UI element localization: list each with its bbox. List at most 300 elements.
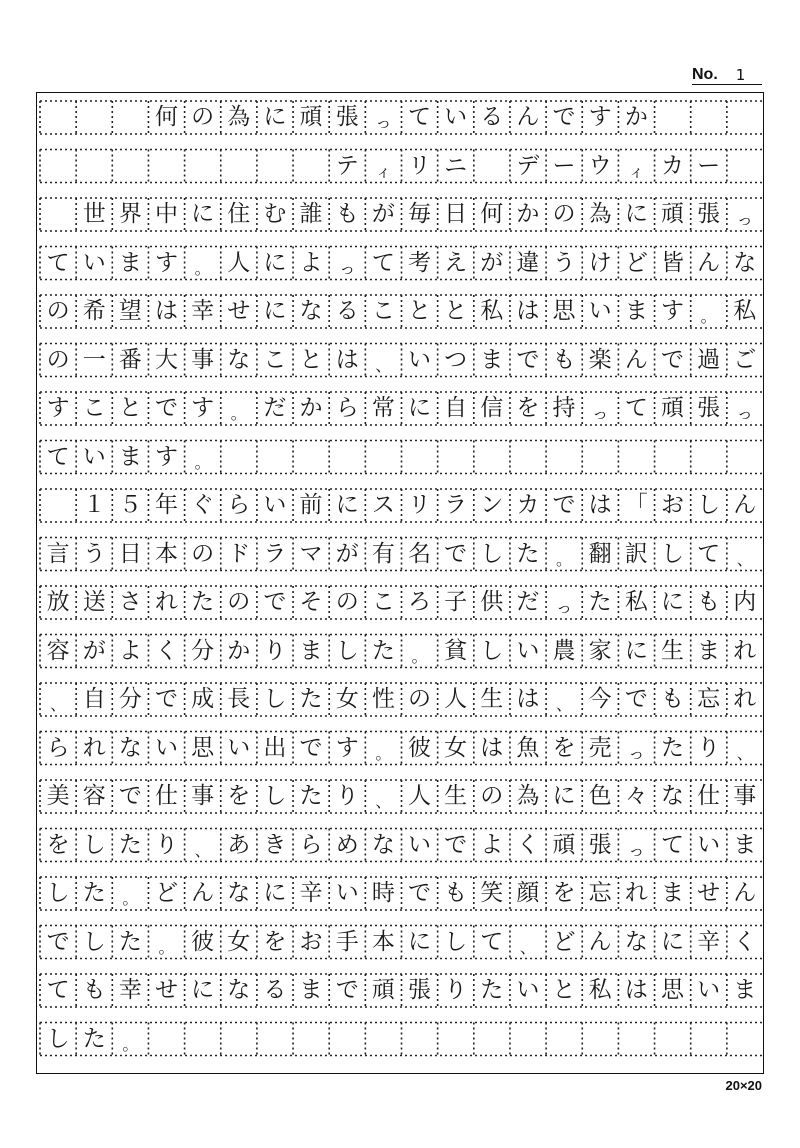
- grid-cell: 張: [407, 977, 431, 1003]
- grid-cell: デ: [516, 152, 540, 179]
- grid-cell: も: [82, 977, 106, 1003]
- grid-cell: て: [660, 831, 684, 858]
- grid-cell: 頑: [660, 201, 684, 227]
- grid-cell: い: [263, 492, 287, 518]
- grid-cell: の: [480, 783, 504, 809]
- manuscript-line: [40, 247, 763, 280]
- grid-cell: て: [46, 977, 70, 1003]
- page-number: [692, 62, 762, 85]
- grid-cell: ス: [371, 492, 395, 518]
- grid-cell: ま: [660, 880, 684, 906]
- grid-cell: た: [516, 540, 540, 567]
- grid-cell: 常: [371, 395, 395, 421]
- grid-cell: 望: [118, 298, 142, 324]
- grid-cell: 。: [122, 1034, 139, 1054]
- grid-cell: ど: [154, 880, 178, 906]
- grid-cell: な: [227, 346, 251, 373]
- grid-cell: ん: [191, 880, 215, 906]
- grid-cell: 。: [194, 258, 211, 278]
- grid-cell: り: [263, 637, 287, 664]
- grid-cell: １: [82, 492, 106, 518]
- grid-cell: 彼: [407, 734, 431, 761]
- grid-cell: に: [660, 928, 684, 955]
- grid-cell: 本: [154, 540, 178, 567]
- grid-cell: た: [118, 928, 142, 955]
- grid-cell: 容: [82, 783, 106, 809]
- grid-cell: つ: [444, 346, 468, 373]
- grid-cell: ま: [480, 346, 504, 373]
- grid-cell: 。: [411, 646, 428, 666]
- grid-cell: い: [335, 880, 359, 906]
- grid-cell: 名: [407, 540, 431, 567]
- grid-cell: あ: [227, 831, 251, 858]
- grid-cell: 誰: [299, 201, 323, 227]
- grid-cell: う: [82, 540, 106, 567]
- grid-cell: く: [154, 637, 178, 664]
- grid-cell: の: [191, 104, 215, 130]
- grid-cell: 頑: [552, 831, 576, 858]
- grid-cell: は: [335, 346, 359, 373]
- grid-cell: 長: [227, 686, 251, 712]
- grid-cell: に: [263, 880, 287, 906]
- grid-cell: な: [660, 783, 684, 809]
- grid-cell: れ: [154, 589, 178, 615]
- grid-cell: す: [335, 734, 359, 761]
- grid-cell: 美: [46, 783, 70, 809]
- grid-cell: の: [46, 298, 70, 324]
- grid-cell: [474, 150, 510, 183]
- grid-cell: ま: [733, 977, 757, 1003]
- grid-cell: で: [299, 734, 323, 761]
- grid-cell: 言: [46, 540, 70, 567]
- grid-cell: ー: [552, 152, 576, 179]
- grid-cell: 人: [444, 686, 468, 712]
- grid-cell: た: [82, 880, 106, 906]
- grid-cell: る: [335, 298, 359, 324]
- grid-cell: っ: [375, 113, 392, 132]
- grid-cell: に: [624, 201, 648, 227]
- grid-cell: も: [552, 346, 576, 373]
- grid-cell: 、: [194, 840, 211, 860]
- grid-cell: れ: [733, 686, 757, 712]
- grid-cell: 界: [118, 201, 142, 227]
- grid-cell: で: [118, 783, 142, 809]
- grid-cell: と: [407, 298, 431, 324]
- grid-cell: に: [263, 298, 287, 324]
- grid-cell: が: [371, 201, 395, 227]
- grid-cell: む: [263, 201, 287, 227]
- grid-cell: カ: [516, 492, 540, 518]
- grid-cell: を: [552, 734, 576, 761]
- grid-cell: し: [263, 686, 287, 712]
- grid-cell: 、: [519, 937, 536, 957]
- grid-cell: は: [516, 298, 540, 324]
- grid-cell: ん: [588, 928, 612, 955]
- grid-cell: 中: [154, 201, 178, 227]
- grid-cell: マ: [299, 540, 323, 567]
- grid-cell: し: [335, 637, 359, 664]
- grid-cell: て: [697, 540, 721, 567]
- grid-cell: ィ: [628, 161, 645, 181]
- grid-cell: ド: [227, 540, 251, 567]
- grid-cell: 。: [158, 937, 175, 957]
- grid-cell: 時: [371, 880, 395, 906]
- grid-cell: 彼: [191, 928, 215, 955]
- grid-cell: 、: [736, 743, 753, 763]
- grid-cell: も: [660, 686, 684, 712]
- grid-cell: 成: [191, 686, 215, 712]
- grid-cell: く: [733, 928, 757, 955]
- grid-cell: こ: [371, 589, 395, 615]
- grid-cell: 事: [191, 346, 215, 373]
- grid-cell: い: [516, 637, 540, 664]
- grid-cell: 生: [480, 686, 504, 712]
- grid-cell: 何: [480, 201, 504, 227]
- grid-cell: 違: [516, 249, 540, 276]
- grid-cell: い: [407, 346, 431, 373]
- grid-cell: る: [480, 104, 504, 130]
- grid-cell: 頑: [299, 104, 323, 130]
- grid-cell: 放: [46, 589, 70, 615]
- grid-cell: で: [335, 977, 359, 1003]
- grid-cell: し: [444, 928, 468, 955]
- grid-cell: す: [660, 298, 684, 324]
- grid-cell: ら: [299, 831, 323, 858]
- grid-cell: 手: [335, 928, 359, 955]
- grid-cell: で: [552, 104, 576, 130]
- grid-cell: し: [480, 540, 504, 567]
- grid-cell: で: [263, 589, 287, 615]
- grid-cell: っ: [628, 840, 645, 860]
- grid-cell: の: [46, 346, 70, 373]
- grid-cell: な: [118, 734, 142, 761]
- grid-cell: い: [82, 443, 106, 470]
- grid-cell: せ: [697, 880, 721, 906]
- grid-cell: 頑: [660, 395, 684, 421]
- grid-cell: ニ: [444, 152, 468, 179]
- grid-cell: [40, 198, 76, 231]
- grid-cell: た: [299, 783, 323, 809]
- grid-cell: 供: [480, 589, 504, 615]
- grid-cell: 分: [191, 637, 215, 664]
- grid-cell: た: [371, 637, 395, 664]
- grid-cell: っ: [628, 743, 645, 763]
- grid-cell: お: [299, 928, 323, 955]
- grid-cell: っ: [556, 598, 573, 617]
- grid-cell: 魚: [516, 734, 540, 761]
- grid-cell: 有: [371, 540, 395, 567]
- grid-cell: な: [371, 831, 395, 858]
- grid-cell: し: [263, 783, 287, 809]
- grid-cell: が: [335, 540, 359, 567]
- grid-cell: せ: [227, 298, 251, 324]
- grid-cell: は: [624, 977, 648, 1003]
- grid-cell: を: [227, 783, 251, 809]
- grid-cell: い: [516, 977, 540, 1003]
- grid-cell: た: [191, 589, 215, 615]
- grid-cell: 張: [588, 831, 612, 858]
- grid-cell: 世: [82, 201, 106, 227]
- grid-cell: い: [697, 977, 721, 1003]
- grid-cell: り: [444, 977, 468, 1003]
- grid-cell: し: [46, 880, 70, 906]
- grid-cell: た: [118, 831, 142, 858]
- grid-cell: し: [660, 540, 684, 567]
- grid-cell: な: [227, 977, 251, 1003]
- manuscript-line: [40, 101, 654, 134]
- grid-cell: い: [697, 831, 721, 858]
- grid-cell: お: [660, 492, 684, 518]
- manuscript-line: [40, 780, 763, 813]
- manuscript-line: [40, 295, 763, 328]
- grid-cell: よ: [299, 249, 323, 276]
- grid-cell: で: [444, 540, 468, 567]
- grid-cell: 辛: [697, 928, 721, 955]
- manuscript-line: [40, 732, 763, 765]
- grid-cell: に: [660, 589, 684, 615]
- grid-cell: ン: [480, 492, 504, 518]
- grid-cell: い: [588, 298, 612, 324]
- grid-cell: 訳: [624, 540, 648, 567]
- grid-cell: 思: [552, 298, 576, 324]
- grid-cell: れ: [82, 734, 106, 761]
- grid-cell: 自: [82, 686, 106, 712]
- grid-cell: 、: [50, 695, 67, 714]
- grid-cell: 顔: [516, 880, 540, 906]
- grid-cell: と: [444, 298, 468, 324]
- grid-cell: め: [335, 831, 359, 858]
- grid-cell: ん: [733, 492, 757, 518]
- grid-cell: 思: [660, 977, 684, 1003]
- grid-cell: す: [154, 443, 178, 470]
- grid-cell: リ: [407, 492, 431, 518]
- grid-cell: 翻: [588, 540, 612, 567]
- grid-cell: 年: [154, 492, 178, 518]
- grid-cell: カ: [660, 152, 684, 179]
- grid-cell: も: [444, 880, 468, 906]
- grid-cell: っ: [592, 404, 609, 423]
- grid-cell: で: [154, 395, 178, 421]
- grid-cell: 楽: [588, 346, 612, 373]
- grid-cell: 一: [82, 346, 106, 373]
- manuscript-line: [40, 974, 763, 1007]
- manuscript-line: [40, 586, 763, 619]
- grid-cell: こ: [82, 395, 106, 421]
- grid-cell: [40, 101, 76, 134]
- grid-cell: [76, 150, 112, 183]
- manuscript-line: [40, 489, 763, 522]
- grid-cell: に: [191, 977, 215, 1003]
- grid-cell: 送: [82, 589, 106, 615]
- grid-cell: ん: [733, 880, 757, 906]
- grid-cell: 々: [624, 783, 648, 809]
- grid-cell: う: [552, 249, 576, 276]
- grid-cell: か: [299, 395, 323, 421]
- grid-cell: も: [335, 201, 359, 227]
- grid-cell: 為: [588, 201, 612, 227]
- grid-cell: 、: [375, 355, 392, 375]
- grid-cell: ５: [118, 492, 142, 518]
- grid-cell: 考: [407, 249, 431, 276]
- grid-cell: 人: [407, 783, 431, 809]
- grid-cell: で: [444, 831, 468, 858]
- grid-cell: 事: [191, 783, 215, 809]
- grid-cell: 前: [299, 492, 323, 518]
- grid-cell: け: [588, 249, 612, 276]
- grid-cell: で: [660, 346, 684, 373]
- grid-cell: に: [407, 928, 431, 955]
- grid-cell: の: [191, 540, 215, 567]
- grid-cell: 幸: [118, 977, 142, 1003]
- grid-cell: 頑: [371, 977, 395, 1003]
- grid-cell: に: [624, 637, 648, 664]
- grid-cell: テ: [335, 152, 359, 179]
- grid-cell: が: [82, 637, 106, 664]
- grid-cell: な: [624, 928, 648, 955]
- grid-cell: れ: [624, 880, 648, 906]
- grid-cell: [112, 150, 148, 183]
- grid-cell: そ: [299, 589, 323, 615]
- grid-cell: と: [299, 346, 323, 373]
- grid-cell: で: [624, 686, 648, 712]
- grid-cell: の: [407, 686, 431, 712]
- grid-cell: 家: [588, 637, 612, 664]
- grid-cell: 幸: [191, 298, 215, 324]
- grid-cell: ま: [118, 443, 142, 470]
- grid-cell: ま: [624, 298, 648, 324]
- manuscript-line: [40, 441, 221, 474]
- grid-cell: り: [697, 734, 721, 761]
- grid-cell: に: [407, 395, 431, 421]
- grid-cell: て: [46, 249, 70, 276]
- grid-cell: ま: [118, 249, 142, 276]
- grid-cell: 売: [588, 734, 612, 761]
- grid-cell: ラ: [444, 492, 468, 518]
- grid-cell: し: [46, 1025, 70, 1052]
- grid-cell: も: [697, 589, 721, 615]
- grid-size-label: 20×20: [725, 1078, 762, 1093]
- grid-cell: 希: [82, 298, 106, 324]
- grid-cell: れ: [733, 637, 757, 664]
- grid-cell: [112, 101, 148, 134]
- grid-cell: し: [480, 637, 504, 664]
- grid-cell: は: [588, 492, 612, 518]
- grid-cell: 「: [624, 492, 648, 518]
- grid-cell: ん: [624, 346, 648, 373]
- grid-cell: た: [82, 1025, 106, 1052]
- grid-cell: っ: [736, 210, 753, 229]
- grid-cell: [76, 101, 112, 134]
- grid-cell: な: [227, 880, 251, 906]
- grid-cell: 容: [46, 637, 70, 664]
- grid-cell: こ: [263, 346, 287, 373]
- grid-cell: 為: [227, 104, 251, 130]
- grid-cell: い: [444, 104, 468, 130]
- grid-cell: ど: [624, 249, 648, 276]
- grid-cell: 。: [230, 404, 247, 423]
- grid-cell: 農: [552, 637, 576, 664]
- grid-cell: 私: [588, 977, 612, 1003]
- grid-cell: に: [263, 104, 287, 130]
- grid-cell: ま: [299, 977, 323, 1003]
- grid-cell: で: [516, 346, 540, 373]
- grid-cell: 子: [444, 589, 468, 615]
- grid-cell: り: [335, 783, 359, 809]
- grid-cell: 。: [375, 743, 392, 763]
- grid-cell: 番: [118, 346, 142, 373]
- grid-cell: 生: [660, 637, 684, 664]
- grid-cell: 為: [516, 783, 540, 809]
- grid-cell: 過: [697, 346, 721, 373]
- grid-cell: ら: [227, 492, 251, 518]
- grid-cell: で: [552, 492, 576, 518]
- grid-cell: す: [154, 249, 178, 276]
- grid-cell: な: [733, 249, 757, 276]
- page-number-value: 1: [735, 66, 746, 84]
- grid-cell: と: [118, 395, 142, 421]
- grid-cell: し: [82, 928, 106, 955]
- grid-cell: ん: [697, 249, 721, 276]
- grid-cell: な: [299, 298, 323, 324]
- grid-cell: 忘: [697, 686, 721, 712]
- grid-cell: か: [227, 637, 251, 664]
- grid-cell: た: [588, 589, 612, 615]
- grid-cell: [293, 150, 329, 183]
- grid-cell: ろ: [407, 589, 431, 615]
- grid-cell: り: [154, 831, 178, 858]
- grid-cell: ら: [335, 395, 359, 421]
- grid-cell: [221, 150, 257, 183]
- grid-cell: こ: [371, 298, 395, 324]
- grid-cell: で: [46, 928, 70, 955]
- grid-cell: 色: [588, 783, 612, 809]
- grid-cell: [40, 489, 76, 522]
- grid-cell: 生: [444, 783, 468, 809]
- grid-cell: ィ: [375, 161, 392, 181]
- grid-cell: 何: [154, 104, 178, 130]
- grid-cell: い: [154, 734, 178, 761]
- grid-cell: 日: [118, 540, 142, 567]
- grid-cell: し: [697, 492, 721, 518]
- manuscript-line: [40, 344, 763, 377]
- grid-cell: る: [263, 977, 287, 1003]
- grid-cell: 辛: [299, 880, 323, 906]
- grid-cell: [185, 150, 221, 183]
- grid-cell: に: [552, 783, 576, 809]
- grid-cell: い: [407, 831, 431, 858]
- grid-cell: 今: [588, 686, 612, 712]
- grid-cell: 女: [227, 928, 251, 955]
- grid-cell: っ: [736, 404, 753, 423]
- grid-cell: と: [552, 977, 576, 1003]
- grid-cell: す: [191, 395, 215, 421]
- grid-cell: 張: [335, 104, 359, 130]
- grid-cell: て: [407, 104, 431, 130]
- grid-cell: 私: [733, 298, 757, 324]
- manuscript-line: [40, 538, 763, 571]
- grid-cell: し: [82, 831, 106, 858]
- grid-cell: は: [516, 686, 540, 712]
- grid-cell: 性: [371, 686, 395, 712]
- grid-cell: で: [407, 880, 431, 906]
- grid-cell: か: [624, 104, 648, 130]
- grid-cell: 。: [194, 452, 211, 472]
- grid-cell: 自: [444, 395, 468, 421]
- grid-cell: 、: [375, 792, 392, 811]
- grid-cell: ご: [733, 346, 757, 373]
- grid-cell: 女: [444, 734, 468, 761]
- grid-cell: 私: [624, 589, 648, 615]
